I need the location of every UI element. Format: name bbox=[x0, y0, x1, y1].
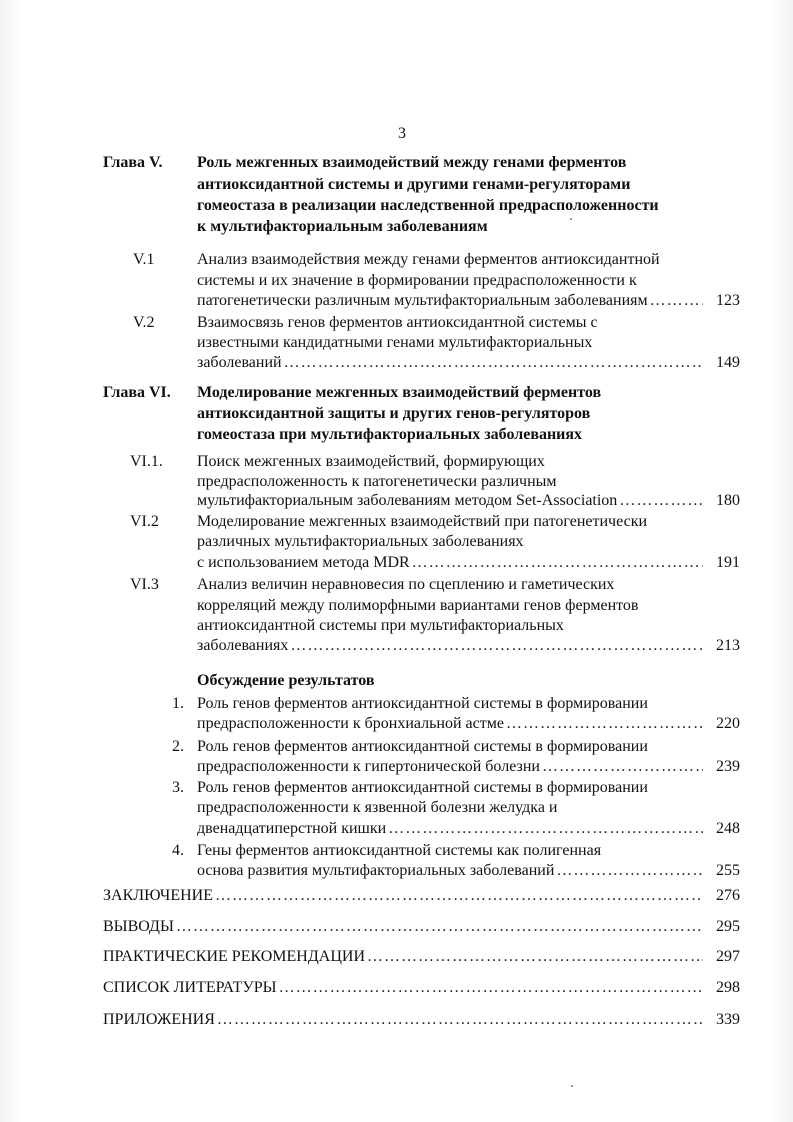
leader-dots bbox=[284, 353, 703, 373]
toc-entry-conclusions[interactable] bbox=[103, 917, 703, 937]
chapter5-title-line: к мультифакториальным заболеваниям bbox=[197, 218, 488, 235]
section-number: VI.2 bbox=[130, 513, 159, 530]
leader-dots bbox=[217, 1010, 703, 1030]
page-ref: 248 bbox=[716, 820, 740, 837]
item-number: 3. bbox=[172, 779, 184, 796]
toc-entry[interactable] bbox=[197, 819, 703, 839]
page-number: 3 bbox=[398, 125, 406, 142]
section-title-line: патогенетически различным мультифакториальным заболеваниям bbox=[197, 292, 648, 309]
leader-dots bbox=[176, 917, 703, 937]
toc-entry[interactable] bbox=[197, 553, 703, 573]
chapter6-title-line: Моделирование межгенных взаимодействий ферментов bbox=[197, 384, 602, 401]
section-title-line: Моделирование межгенных взаимодействий при патогенетически bbox=[197, 513, 648, 530]
toc-entry[interactable] bbox=[197, 757, 703, 777]
toc-entry-references[interactable] bbox=[103, 978, 703, 998]
item-title-line: Роль генов ферментов антиоксидантной системы в формировании bbox=[197, 779, 648, 796]
page-ref: 191 bbox=[716, 554, 740, 571]
section-number: VI.3 bbox=[130, 576, 159, 593]
item-title-line: основа развития мультифакториальных заболеваний bbox=[197, 862, 555, 879]
toc-entry-appendices[interactable] bbox=[103, 1010, 703, 1030]
section-title-line: заболеваниях bbox=[197, 637, 289, 654]
leader-dots bbox=[388, 819, 703, 839]
toc-entry-recommendations[interactable] bbox=[103, 947, 703, 967]
item-number: 1. bbox=[172, 695, 184, 712]
section-title: ПРАКТИЧЕСКИЕ РЕКОМЕНДАЦИИ bbox=[103, 948, 365, 965]
chapter5-label: Глава V. bbox=[103, 154, 163, 171]
page-ref: 276 bbox=[716, 887, 740, 904]
section-title-line: заболеваний bbox=[197, 354, 282, 371]
section-title-line: мультифакториальным заболеваниям методом Set-Association bbox=[197, 492, 618, 509]
item-title-line: Роль генов ферментов антиоксидантной системы в формировании bbox=[197, 695, 648, 712]
section-title-line: различных мультифакториальных заболеваниях bbox=[197, 533, 524, 550]
page-ref: 123 bbox=[716, 292, 740, 309]
item-title-line: двенадцатиперстной кишки bbox=[197, 820, 387, 837]
leader-dots bbox=[506, 714, 703, 734]
leader-dots bbox=[367, 947, 703, 967]
scan-speck bbox=[571, 1085, 573, 1087]
section-title-line: Анализ величин неравновесия по сцеплению и гаметических bbox=[197, 576, 615, 593]
page-ref: 298 bbox=[716, 979, 740, 996]
chapter6-title-line: гомеостаза при мультифакториальных заболеваниях bbox=[197, 426, 583, 443]
section-title-line: корреляций между полиморфными вариантами генов ферментов bbox=[197, 597, 639, 614]
toc-entry[interactable] bbox=[197, 491, 703, 511]
toc-entry[interactable] bbox=[197, 353, 703, 373]
scan-speck bbox=[570, 218, 572, 220]
section-title: ВЫВОДЫ bbox=[103, 918, 174, 935]
leader-dots bbox=[412, 553, 703, 573]
leader-dots bbox=[542, 757, 703, 777]
item-number: 2. bbox=[172, 738, 184, 755]
page-ref: 239 bbox=[716, 758, 740, 775]
item-title-line: предрасположенности к бронхиальной астме bbox=[197, 715, 504, 732]
leader-dots bbox=[279, 978, 703, 998]
section-title-line: Взаимосвязь генов ферментов антиоксидантной системы с bbox=[197, 314, 598, 331]
page-ref: 255 bbox=[716, 862, 740, 879]
chapter5-title-line: гомеостаза в реализации наследственной предрасположенности bbox=[197, 197, 659, 214]
section-title-line: Поиск межгенных взаимодействий, формирующих bbox=[197, 453, 545, 470]
section-title-line: предрасположенность к патогенетически различным bbox=[197, 473, 557, 490]
item-title-line: предрасположенности к гипертонической болезни bbox=[197, 758, 540, 775]
item-title-line: Гены ферментов антиоксидантной системы как полигенная bbox=[197, 842, 602, 859]
section-title-line: известными кандидатными генами мультифакториальных bbox=[197, 334, 593, 351]
section-title-line: Анализ взаимодействия между генами ферментов антиоксидантной bbox=[197, 251, 660, 268]
section-title: ПРИЛОЖЕНИЯ bbox=[103, 1011, 215, 1028]
item-title-line: Роль генов ферментов антиоксидантной системы в формировании bbox=[197, 738, 648, 755]
chapter5-title-line: Роль межгенных взаимодействий между генами ферментов bbox=[197, 154, 627, 171]
discussion-title: Обсуждение результатов bbox=[197, 672, 375, 689]
page-ref: 339 bbox=[716, 1011, 740, 1028]
section-number: V.1 bbox=[133, 251, 155, 268]
toc-entry-conclusion[interactable] bbox=[103, 886, 703, 906]
page-ref: 297 bbox=[716, 948, 740, 965]
page-ref: 149 bbox=[716, 354, 740, 371]
leader-dots bbox=[290, 636, 703, 656]
leader-dots bbox=[619, 491, 703, 511]
toc-entry[interactable] bbox=[197, 714, 703, 734]
page-ref: 295 bbox=[716, 918, 740, 935]
item-number: 4. bbox=[172, 842, 184, 859]
section-number: VI.1. bbox=[130, 453, 163, 470]
toc-entry[interactable] bbox=[197, 291, 703, 311]
leader-dots bbox=[215, 886, 703, 906]
item-title-line: предрасположенности к язвенной болезни желудка и bbox=[197, 799, 558, 816]
leader-dots bbox=[556, 861, 703, 881]
chapter6-label: Глава VI. bbox=[103, 384, 171, 401]
section-number: V.2 bbox=[133, 314, 155, 331]
section-title-line: антиоксидантной системы при мультифакториальных bbox=[197, 617, 564, 634]
section-title-line: системы и их значение в формировании предрасположенности к bbox=[197, 272, 637, 289]
section-title-line: с использованием метода MDR bbox=[197, 554, 410, 571]
chapter5-title-line: антиоксидантной системы и другими генами-регуляторами bbox=[197, 176, 631, 193]
page-ref: 180 bbox=[716, 492, 740, 509]
section-title: СПИСОК ЛИТЕРАТУРЫ bbox=[103, 979, 277, 996]
leader-dots bbox=[650, 291, 703, 311]
page-ref: 220 bbox=[716, 715, 740, 732]
page-ref: 213 bbox=[716, 637, 740, 654]
toc-entry[interactable] bbox=[197, 636, 703, 656]
chapter6-title-line: антиоксидантной защиты и других генов-регуляторов bbox=[197, 405, 591, 422]
toc-entry[interactable] bbox=[197, 861, 703, 881]
section-title: ЗАКЛЮЧЕНИЕ bbox=[103, 887, 213, 904]
